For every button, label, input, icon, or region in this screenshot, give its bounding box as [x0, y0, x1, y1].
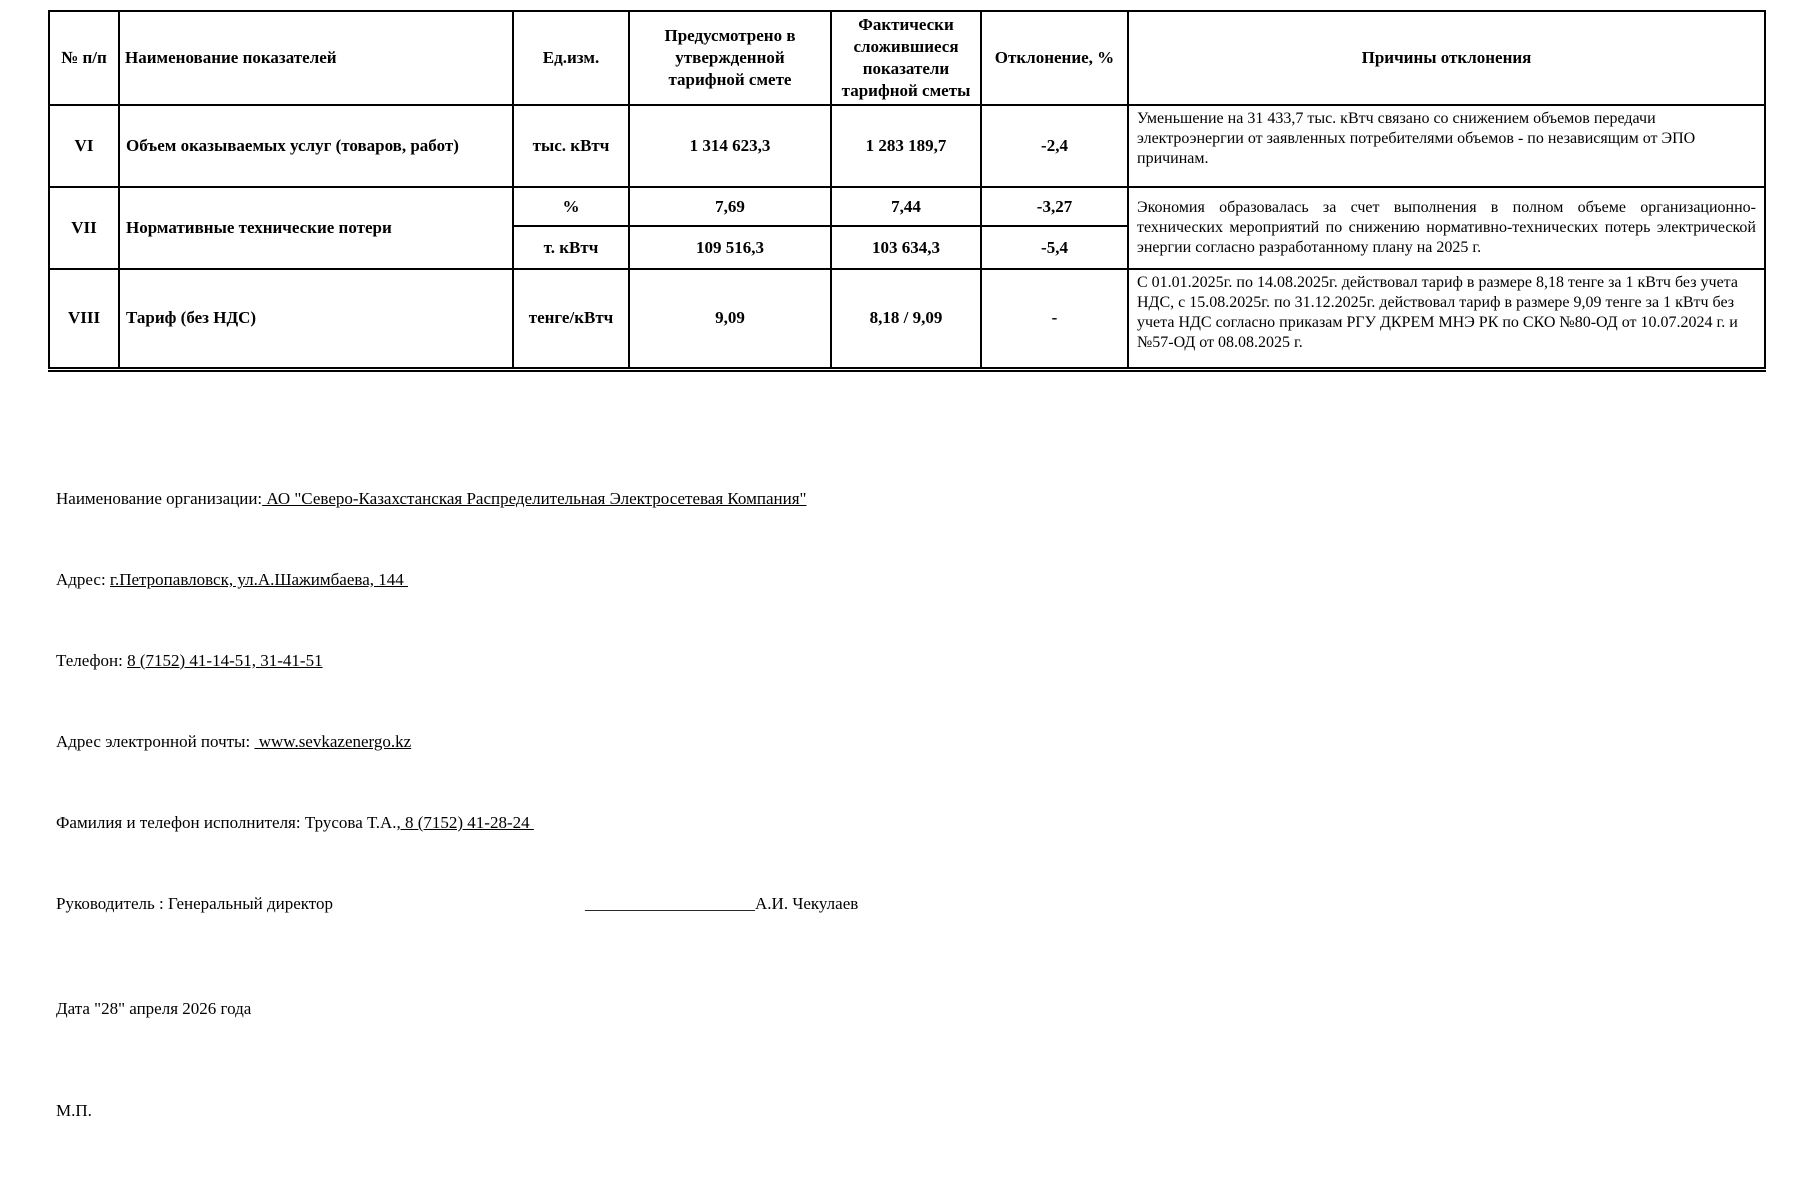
cell-indicator-name: Нормативные технические потери [119, 187, 513, 269]
cell-deviation: - [981, 269, 1128, 369]
signature-underscores: ____________________ [585, 894, 756, 913]
stamp-placeholder: М.П. [56, 1101, 92, 1120]
director-line [56, 890, 858, 917]
address-line [56, 566, 858, 593]
tariff-report-table [48, 10, 1766, 372]
org-name-line [56, 485, 858, 512]
header-reason: Причины отклонения [1128, 11, 1765, 105]
email-line [56, 728, 858, 755]
org-name-value: АО "Северо-Казахстанская Распределительная Электросетевая Компания" [262, 489, 807, 508]
cell-reason: Экономия образовалась за счет выполнения в полном объеме организационно-технических мероприятий по снижению нормативно-технических потерь электрической энергии согласно разработанному плану на 2025 г. [1128, 187, 1765, 269]
cell-row-number: VII [49, 187, 119, 269]
phone-line [56, 647, 858, 674]
email-label: Адрес электронной почты: [56, 732, 255, 751]
cell-actual: 103 634,3 [831, 226, 981, 269]
address-label: Адрес: [56, 570, 110, 589]
cell-unit: т. кВтч [513, 226, 629, 269]
table-row [49, 105, 1765, 187]
cell-unit: тыс. кВтч [513, 105, 629, 187]
header-unit: Ед.изм. [513, 11, 629, 105]
phone-value: 8 (7152) 41-14-51, 31-41-51 [127, 651, 323, 670]
cell-unit: % [513, 187, 629, 226]
table-row [49, 269, 1765, 369]
cell-actual: 1 283 189,7 [831, 105, 981, 187]
signature-block [56, 431, 858, 1178]
cell-planned: 9,09 [629, 269, 831, 369]
cell-actual: 8,18 / 9,09 [831, 269, 981, 369]
header-indicator-name: Наименование показателей [119, 11, 513, 105]
cell-planned: 109 516,3 [629, 226, 831, 269]
header-planned: Предусмотрено в утвержденной тарифной смете [629, 11, 831, 105]
cell-reason: С 01.01.2025г. по 14.08.2025г. действовал тариф в размере 8,18 тенге за 1 кВтч без учета НДС, с 15.08.2025г. по 31.12.2025г. действовал тариф в размере 9,09 тенге за 1 кВтч без учета НДС согласно приказам РГУ ДКРЕМ МНЭ РК по СКО №80-ОД от 10.07.2024 г. и №57-ОД от 08.08.2025 г. [1128, 269, 1765, 369]
cell-indicator-name: Тариф (без НДС) [119, 269, 513, 369]
header-row-number: № п/п [49, 11, 119, 105]
cell-row-number: VIII [49, 269, 119, 369]
cell-unit: тенге/кВтч [513, 269, 629, 369]
cell-planned: 7,69 [629, 187, 831, 226]
cell-planned: 1 314 623,3 [629, 105, 831, 187]
date-line: Дата "28" апреля 2026 года [56, 999, 252, 1018]
cell-row-number: VI [49, 105, 119, 187]
table-header-row [49, 11, 1765, 105]
executor-phone-value: , 8 (7152) 41-28-24 [396, 813, 534, 832]
email-value: www.sevkazenergo.kz [254, 732, 412, 751]
header-deviation: Отклонение, % [981, 11, 1128, 105]
director-name: А.И. Чекулаев [755, 894, 859, 913]
executor-line [56, 809, 858, 836]
cell-deviation: -3,27 [981, 187, 1128, 226]
cell-deviation: -2,4 [981, 105, 1128, 187]
org-name-label: Наименование организации: [56, 489, 263, 508]
phone-label: Телефон: [56, 651, 128, 670]
cell-reason: Уменьшение на 31 433,7 тыс. кВтч связано со снижением объемов передачи электроэнергии от заявленных потребителями объемов - по независящим от ЭПО причинам. [1128, 105, 1765, 187]
cell-actual: 7,44 [831, 187, 981, 226]
executor-label: Фамилия и телефон исполнителя: Трусова Т.А. [56, 813, 397, 832]
address-value: г.Петропавловск, ул.А.Шажимбаева, 144 [109, 570, 408, 589]
cell-deviation: -5,4 [981, 226, 1128, 269]
table-row [49, 187, 1765, 226]
director-label: Руководитель : Генеральный директор [56, 894, 334, 913]
cell-indicator-name: Объем оказываемых услуг (товаров, работ) [119, 105, 513, 187]
header-actual: Фактически сложившиеся показатели тарифной сметы [831, 11, 981, 105]
